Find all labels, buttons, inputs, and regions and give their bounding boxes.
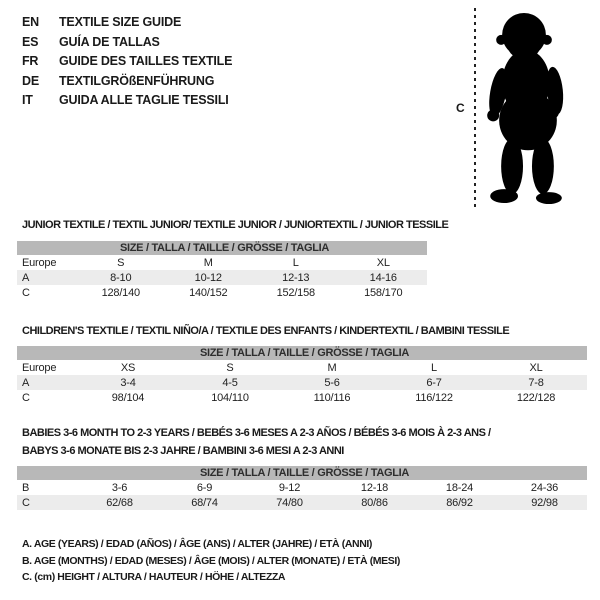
language-title: TEXTILE SIZE GUIDE xyxy=(59,15,182,29)
height-measure-label: C xyxy=(456,101,465,115)
language-row-de xyxy=(22,72,232,92)
size-table-children xyxy=(17,346,587,405)
legend-line-b: B. AGE (MONTHS) / EDAD (MESES) / ÂGE (MOIS) / ALTER (MONATE) / ETÀ (MESI) xyxy=(22,554,400,567)
table-cell: 12-18 xyxy=(360,481,389,494)
table-row xyxy=(17,495,587,510)
table-cell: M xyxy=(327,361,337,374)
table-cell: 98/104 xyxy=(111,391,145,404)
table-header-band xyxy=(17,346,587,360)
table-cell: 158/170 xyxy=(364,286,403,299)
table-cell: 116/122 xyxy=(415,391,453,404)
table-cell: XL xyxy=(529,361,543,374)
toddler-silhouette-icon xyxy=(481,9,573,208)
size-header-label: SIZE / TALLA / TAILLE / GRÖSSE / TAGLIA xyxy=(17,466,587,480)
table-cell: 12-13 xyxy=(252,270,340,285)
table-cell: S xyxy=(226,361,234,374)
section-title-junior: JUNIOR TEXTILE / TEXTIL JUNIOR/ TEXTILE JUNIOR / JUNIORTEXTIL / JUNIOR TESSILE xyxy=(22,219,449,231)
table-cell: 8-10 xyxy=(77,270,165,285)
table-cell: 152/158 xyxy=(276,286,315,299)
table-cell: 68/74 xyxy=(162,495,247,510)
language-row-es xyxy=(22,33,232,53)
language-title-list xyxy=(22,13,232,111)
language-code: ES xyxy=(22,34,39,49)
table-cell: 3-4 xyxy=(77,375,179,390)
language-row-fr xyxy=(22,52,232,72)
table-cell: XL xyxy=(376,256,390,269)
height-measure-dashed-line xyxy=(474,8,476,207)
table-row xyxy=(17,255,427,270)
table-cell: 9-12 xyxy=(278,481,301,494)
table-cell: 122/128 xyxy=(516,391,556,404)
table-cell: 74/80 xyxy=(247,495,332,510)
row-label: C xyxy=(22,286,30,299)
language-code: DE xyxy=(22,73,39,88)
table-row xyxy=(17,360,587,375)
table-cell: 6-9 xyxy=(196,481,213,494)
language-code: EN xyxy=(22,15,39,29)
table-cell: L xyxy=(292,256,299,269)
size-table-babies xyxy=(17,466,587,510)
row-label: C xyxy=(17,495,77,510)
language-code: IT xyxy=(22,93,33,107)
table-cell: 6-7 xyxy=(383,375,485,390)
table-cell: 14-16 xyxy=(340,270,428,285)
legend-line-a: A. AGE (YEARS) / EDAD (AÑOS) / ÂGE (ANS) / ALTER (JAHRE) / ETÀ (ANNI) xyxy=(22,538,373,550)
language-row-en xyxy=(22,13,232,33)
table-row xyxy=(17,270,427,285)
section-title-children: CHILDREN'S TEXTILE / TEXTIL NIÑO/A / TEXTILE DES ENFANTS / KINDERTEXTIL / BAMBINI TESSILE xyxy=(22,325,510,337)
row-label: Europe xyxy=(22,256,57,269)
section-title-babies-line2: BABYS 3-6 MONATE BIS 2-3 JAHRE / BAMBINI 3-6 MESI A 2-3 ANNI xyxy=(22,445,344,457)
section-title-babies xyxy=(22,424,491,460)
language-title: GUÍA DE TALLAS xyxy=(59,34,160,49)
section-title-babies-line1: BABIES 3-6 MONTH TO 2-3 YEARS / BEBÉS 3-6 MESES A 2-3 AÑOS / BÉBÉS 3-6 MOIS À 2-3 ANS / xyxy=(22,427,491,439)
table-cell: 86/92 xyxy=(417,495,502,510)
table-cell: 4-5 xyxy=(179,375,281,390)
table-row xyxy=(17,480,587,495)
table-cell: 24-36 xyxy=(530,481,559,494)
table-cell: 62/68 xyxy=(77,495,162,510)
row-label: C xyxy=(22,391,30,404)
row-label: A xyxy=(17,375,77,390)
table-cell: 104/110 xyxy=(211,391,249,404)
table-cell: L xyxy=(431,361,437,374)
legend xyxy=(22,536,400,586)
table-cell: 18-24 xyxy=(445,481,474,494)
table-cell: 140/152 xyxy=(189,286,228,299)
table-row xyxy=(17,285,427,300)
table-cell: S xyxy=(117,256,125,269)
table-cell: 128/140 xyxy=(101,286,140,299)
table-cell: 3-6 xyxy=(111,481,128,494)
language-row-it xyxy=(22,91,232,111)
language-title: GUIDE DES TAILLES TEXTILE xyxy=(59,54,233,68)
language-title: TEXTILGRÖßENFÜHRUNG xyxy=(59,73,215,88)
language-title: GUIDA ALLE TAGLIE TESSILI xyxy=(59,93,229,107)
table-cell: 92/98 xyxy=(502,495,587,510)
table-cell: 5-6 xyxy=(281,375,383,390)
table-cell: XS xyxy=(120,361,136,374)
size-header-label: SIZE / TALLA / TAILLE / GRÖSSE / TAGLIA xyxy=(17,346,587,360)
table-cell: M xyxy=(203,256,213,269)
size-header-label: SIZE / TALLA / TAILLE / GRÖSSE / TAGLIA xyxy=(17,241,427,255)
table-cell: 7-8 xyxy=(485,375,587,390)
row-label: B xyxy=(22,481,30,494)
size-table-junior xyxy=(17,241,427,300)
language-code: FR xyxy=(22,54,39,68)
table-header-band xyxy=(17,466,587,480)
table-cell: 10-12 xyxy=(165,270,253,285)
table-cell: 80/86 xyxy=(332,495,417,510)
row-label: A xyxy=(17,270,77,285)
table-header-band xyxy=(17,241,427,255)
table-row xyxy=(17,390,587,405)
row-label: Europe xyxy=(22,361,57,374)
table-row xyxy=(17,375,587,390)
table-cell: 110/116 xyxy=(313,391,351,404)
legend-line-c: C. (cm) HEIGHT / ALTURA / HAUTEUR / HÖHE / ALTEZZA xyxy=(22,571,286,583)
